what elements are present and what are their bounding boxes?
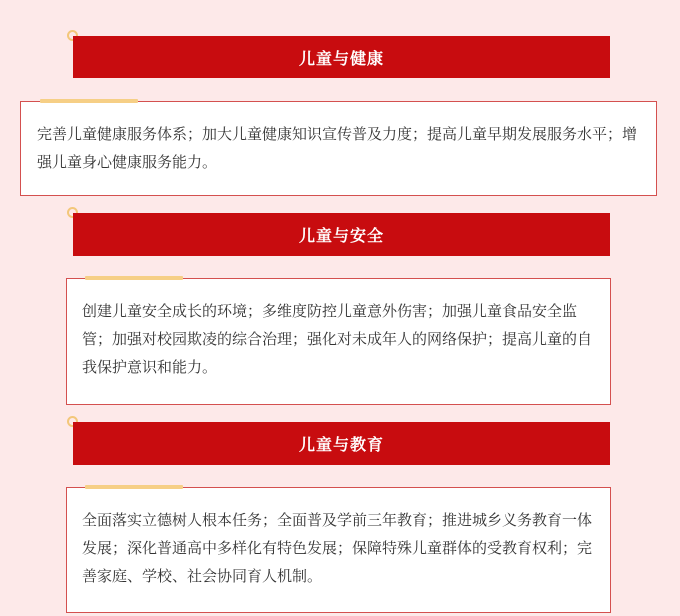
card-accent-bar [85, 276, 183, 280]
section-body-text: 全面落实立德树人根本任务；全面普及学前三年教育；推进城乡义务教育一体发展；深化普通高中多样化有特色发展；保障特殊儿童群体的受教育权利；完善家庭、学校、社会协同育人机制。 [82, 511, 593, 585]
card-accent-bar [40, 99, 138, 103]
section-title: 儿童与安全 [298, 226, 384, 245]
section-title-banner [73, 422, 610, 465]
section-card [66, 278, 611, 405]
section-title: 儿童与健康 [298, 48, 384, 68]
section-card [66, 487, 611, 613]
section-body-text: 完善儿童健康服务体系；加大儿童健康知识宣传普及力度；提高儿童早期发展服务水平；增强儿童身心健康服务能力。 [37, 125, 638, 171]
card-accent-bar [85, 485, 183, 489]
section-body-text: 创建儿童安全成长的环境；多维度防控儿童意外伤害；加强儿童食品安全监管；加强对校园欺凌的综合治理；强化对未成年人的网络保护；提高儿童的自我保护意识和能力。 [82, 302, 593, 376]
section-title: 儿童与教育 [298, 435, 384, 454]
section-title-banner [73, 36, 610, 78]
section-card [20, 101, 657, 196]
section-title-banner [73, 213, 610, 256]
